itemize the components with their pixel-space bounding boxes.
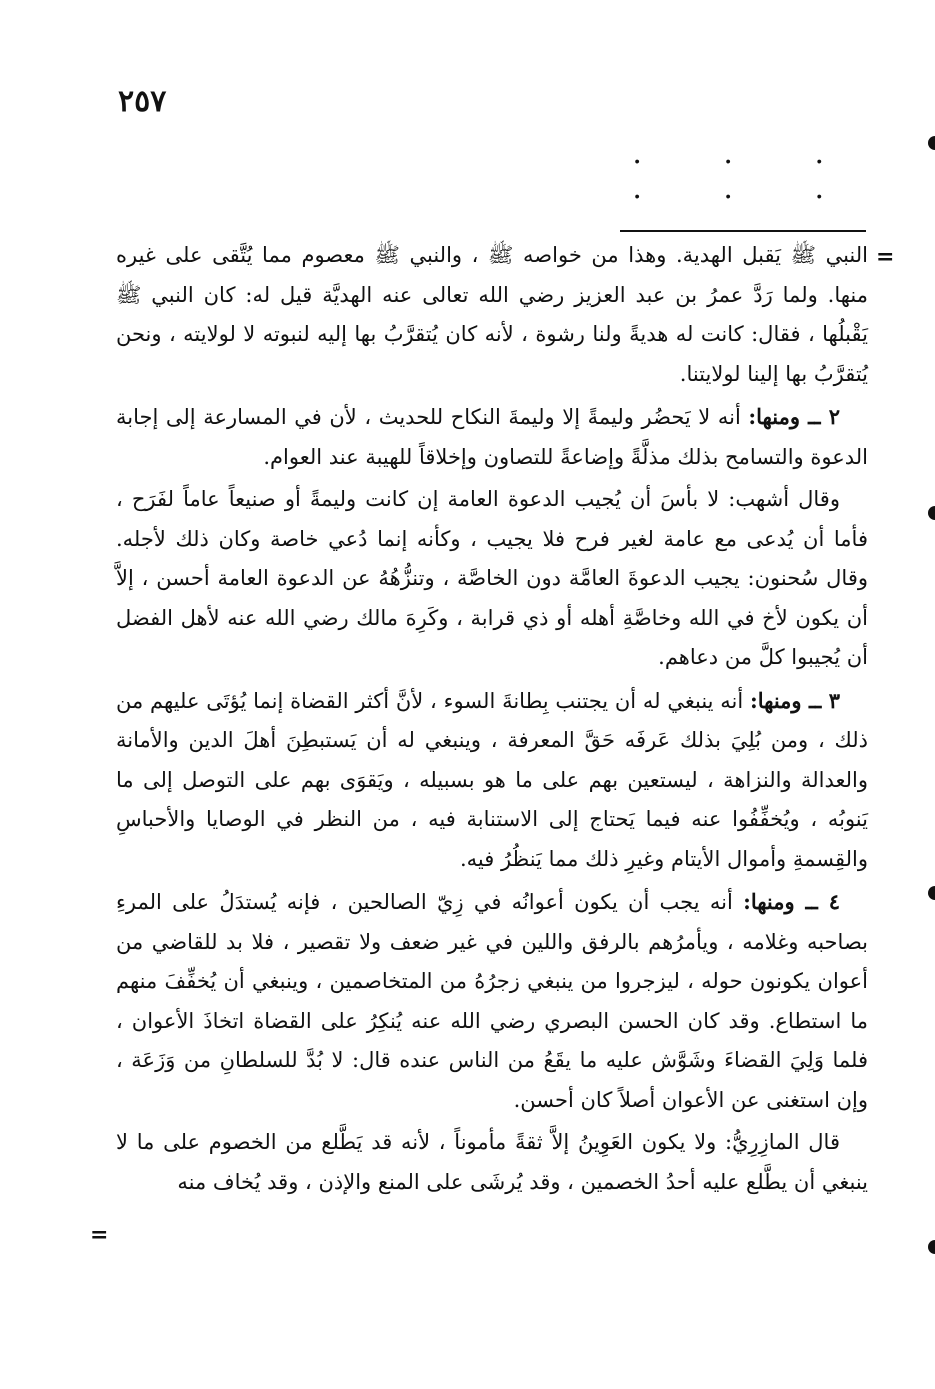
ellipsis-dots: . . . . . . <box>632 136 860 206</box>
paragraph-4 <box>116 681 868 880</box>
paragraph-6-text: قال المازِرِيُّ: ولا يكون العَوِينُ إلاَّ ثقةً مأموناً ، لأنه قد يَطَّلع من الخصوم على ما لا ينبغي أن يطَّلع عليه أحدُ الخصمين ، وقد يُرشَى على المنع والإذن ، وقد يُخاف منه <box>116 1130 868 1194</box>
paragraph-4-lead: ٣ ــ ومنها: <box>750 687 840 713</box>
paragraph-5-text: أنه يجب أن يكون أعوانُه في زِيّ الصالحين ، فإنه يُستدَلُ على المرءِ بصاحبه وغلامه ، ويأمرُهم بالرفق واللين في غير ضعف ولا تقصير ، فلا بد للقاضي من أعوان يكونون حوله ، ليزجروا من ينبغي زجرُهُ من المتخاصمين ، وينبغي أن يُخفِّفَ منهم ما استطاع. وقد كان الحسن البصري رضي الله عنه يُنكِرُ على القضاة اتخاذَ الأعوان ، فلما وَلِيَ القضاءَ وشَوَّش عليه ما يقَعُ من الناس عنده قال: لا بُدَّ للسلطانِ من وَزَعَة ، وإن استغنى عن الأعوان أصلاً كان أحسن. <box>116 890 868 1112</box>
paragraph-5 <box>116 882 868 1120</box>
continuation-mark-end: = <box>90 1222 109 1248</box>
paragraph-2-lead: ٢ ــ ومنها: <box>748 404 840 429</box>
footnote-rule <box>620 230 866 232</box>
paragraph-6 <box>116 1123 868 1202</box>
edge-mark <box>928 506 935 520</box>
paragraph-2-text: أنه لا يَحضُر وليمةً إلا وليمةَ النكاح للحديث ، لأن في المسارعة إلى إجابة الدعوة والتسامح بذلك مذلَّةً وإضاعةً للتصاون وإخلاقاً للهيبة عند العوام. <box>116 405 868 469</box>
edge-mark <box>928 1240 935 1254</box>
paragraph-2 <box>116 397 868 477</box>
paragraph-1 <box>116 236 868 394</box>
paragraph-3-text: وقال أشهب: لا بأسَ أن يُجيب الدعوة العامة إن كانت وليمةً أو صنيعاً عاماً لفَرَح ، فأما أن يُدعى مع عامة لغير فرح فلا يجيب ، وكأنه إنما دُعي خاصة وكان ذلك لأجله. وقال سُحنون: يجيب الدعوةَ العامَّة دون الخاصَّة ، وتنزُّهُهُ عن الدعوة العامة أحسن ، إلاَّ أن يكون لأخ في الله وخاصَّةِ أهله أو ذي قرابة ، وكَرِهَ مالك رضي الله عنه لأهل الفضل أن يُجيبوا كلَّ من دعاهم. <box>116 487 868 669</box>
edge-mark <box>928 136 935 150</box>
page-number: ٢٥٧ <box>118 84 167 119</box>
paragraph-4-text: أنه ينبغي له أن يجتنب بِطانةَ السوء ، لأنَّ أكثر القضاة إنما يُؤتَى عليهم من ذلك ، ومن بُلِيَ بذلك عَرفَه حَقَّ المعرفة ، وينبغي له أن يَستبطِنَ أهلَ الدين والأمانة والعدالة والنزاهة ، ليستعين بهم على ما هو بسبيله ، ويَقوَى بهم على التوصل إلى ما يَنوبُه ، ويُخفِّفُوا عنه فيما يَحتاج إلى الاستنابة فيه ، من النظر في الوصايا والأحباسِ والقِسمةِ وأموال الأيتام وغيرِ ذلك مما يَنظُرُ فيه. <box>116 688 868 871</box>
paragraph-3 <box>116 480 868 678</box>
continuation-mark-start: = <box>876 244 895 270</box>
paragraph-5-lead: ٤ ــ ومنها: <box>743 889 840 914</box>
body-text <box>116 236 868 1205</box>
paragraph-1-text: النبي ﷺ يَقبل الهدية. وهذا من خواصه ﷺ ، والنبي ﷺ معصوم مما يُتَّقى على غيره منها. ولما رَدَّ عمرُ بن عبد العزيز رضي الله تعالى عنه الهديَّة قيل له: كان النبي ﷺ يَقْبلُها ، فقال: كانت له هديةً ولنا رشوة ، لأنه كان يُتقرَّبُ بها إليه لنبوته لا لولايته ، ونحن يُتقرَّبُ بها إلينا لولايتنا. <box>116 243 868 386</box>
edge-mark <box>928 886 935 900</box>
